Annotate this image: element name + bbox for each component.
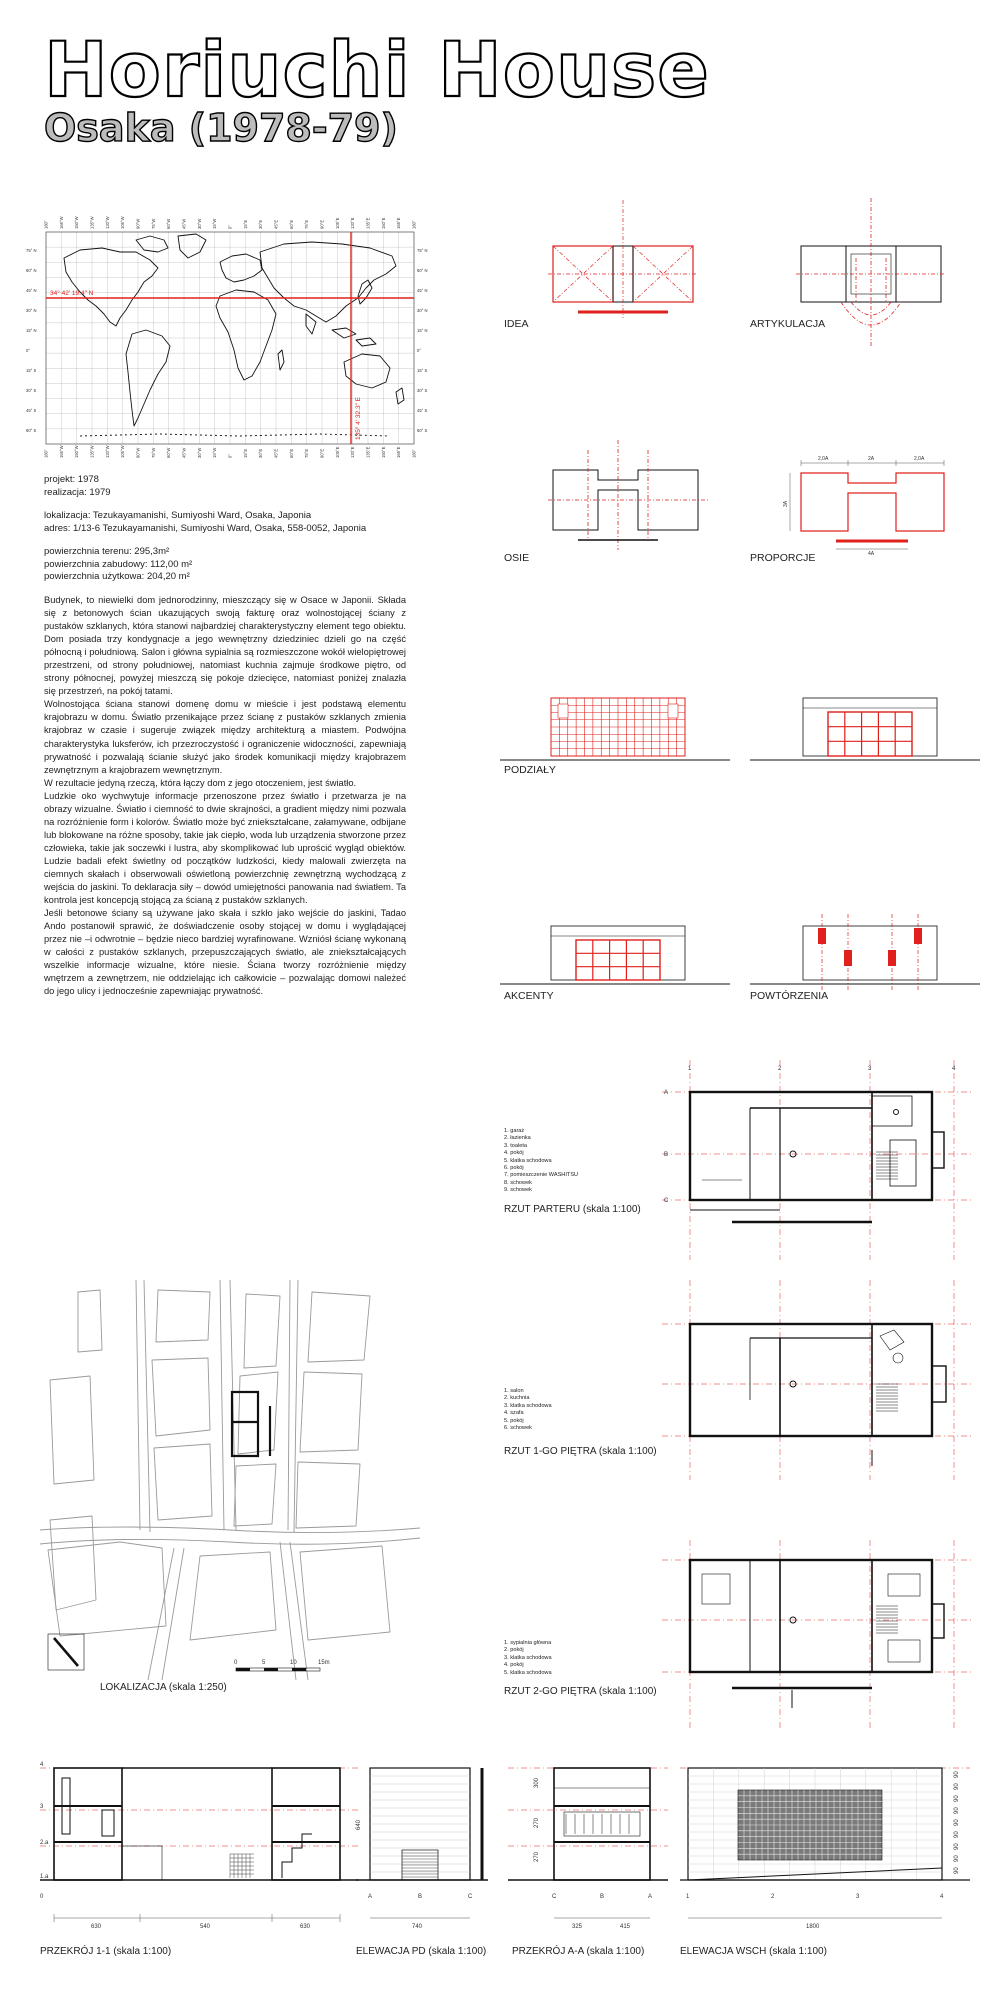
diagram-podzialy-glass bbox=[800, 696, 940, 758]
map-tick-label: 30° S bbox=[417, 388, 428, 393]
map-tick-label: 120°W bbox=[104, 445, 110, 458]
map-tick-label: 45°W bbox=[181, 218, 187, 229]
level-label: 0 bbox=[40, 1894, 44, 1900]
axis-label: 1 bbox=[688, 1066, 692, 1072]
dim-label: 270 bbox=[534, 1817, 540, 1828]
map-tick-label: 15° N bbox=[26, 328, 37, 333]
map-tick-label: 180° bbox=[43, 220, 49, 229]
legend-item: 4. pokój bbox=[504, 1150, 524, 1157]
dim-label: 90 bbox=[954, 1771, 960, 1778]
map-tick-label: 30° N bbox=[417, 308, 428, 313]
legend-item: 4. szafa bbox=[504, 1410, 524, 1417]
legend-first bbox=[504, 1388, 552, 1432]
page-subtitle: Osaka (1978-79) bbox=[44, 106, 398, 150]
axis-label: C bbox=[552, 1894, 557, 1900]
area-info bbox=[44, 546, 192, 584]
lokalizacja-text: lokalizacja: Tezukayamanishi, Sumiyoshi Ward, Osaka, Japonia bbox=[44, 510, 312, 521]
dim-label: 630 bbox=[300, 1924, 311, 1930]
axis-label: C bbox=[468, 1894, 473, 1900]
map-tick-label: 30° S bbox=[26, 388, 37, 393]
legend-item: 1. garaż bbox=[504, 1128, 525, 1134]
map-tick-label: 0° bbox=[227, 453, 233, 458]
scale-tick-label: 15m bbox=[318, 1660, 330, 1666]
realizacja-year: realizacja: 1979 bbox=[44, 486, 111, 498]
dim-label: 90 bbox=[954, 1819, 960, 1826]
legend-item: 6. pokój bbox=[504, 1165, 524, 1172]
map-tick-label: 135°E bbox=[365, 446, 371, 458]
level-label: 3 bbox=[40, 1804, 44, 1810]
map-tick-label: 120°W bbox=[104, 216, 110, 229]
dim-label: 415 bbox=[620, 1924, 631, 1930]
caption-section-a-a: PRZEKRÓJ A-A (skala 1:100) bbox=[512, 1946, 645, 1957]
map-tick-label: 105°E bbox=[334, 446, 340, 458]
diagram-akcenty bbox=[548, 924, 688, 982]
map-tick-label: 165°E bbox=[396, 446, 402, 458]
axis-label: C bbox=[664, 1198, 669, 1204]
site-plan bbox=[40, 1280, 420, 1680]
caption-plan-second: RZUT 2-GO PIĘTRA (skala 1:100) bbox=[504, 1686, 657, 1697]
legend-second bbox=[504, 1640, 552, 1677]
caption-plan-ground: RZUT PARTERU (skala 1:100) bbox=[504, 1204, 641, 1215]
legend-item: 5. klatka schodowa bbox=[504, 1669, 552, 1676]
map-tick-label: 150°W bbox=[74, 445, 80, 458]
map-tick-label: 0° bbox=[227, 224, 233, 229]
map-tick-label: 135°W bbox=[89, 445, 95, 458]
map-tick-label: 30°E bbox=[258, 219, 264, 229]
scale-bar-segment bbox=[264, 1668, 278, 1671]
map-tick-label: 135°E bbox=[365, 217, 371, 229]
dim-label: 540 bbox=[200, 1924, 211, 1930]
map-tick-label: 90°W bbox=[135, 447, 141, 458]
map-tick-label: 15° N bbox=[417, 328, 428, 333]
map-tick-label: 45° N bbox=[417, 288, 428, 293]
description-paragraph: Ludzkie oko wychwytuje informacje przenoszone przez światło i przetwarza je na obrazy wizualne. Światło i ciemność to dwie skrajności, a gradient między nimi pozwala na rozróżnienie form i kolorów. Światło może być zniekształcane, załamywane, odbijane lub blokowane na różne sposoby, takie jak ciepło, woda lub urządzenia stworzone przez człowieka, takie jak soczewki i lustra, aby skomplikować lub uprościć wygląd obiektów. Ludzie badali efekt świetlny od początków ludzkości, kiedy malowali zwierzęta na ciemnych skałach i obserwowali oświetloną powierzchnię zewnętrzną wychodzącą z wejścia do jaskini. To deklaracja siły – dowód umiejętności panowania nad światłem. Ta kontrola jest koncepcją stojącą za ścianą z pustaków szklanych. bbox=[44, 790, 406, 906]
axis-label: A bbox=[648, 1894, 653, 1900]
area-teren: powierzchnia terenu: 295,3m² bbox=[44, 546, 170, 557]
map-right-ticks bbox=[417, 248, 428, 433]
plan-ground bbox=[662, 1060, 972, 1260]
page-title: Horiuchi House bbox=[44, 25, 710, 114]
area-uzytkowa: powierzchnia użytkowa: 204,20 m² bbox=[44, 571, 190, 582]
caption-site: LOKALIZACJA (skala 1:250) bbox=[100, 1682, 227, 1693]
legend-item: 6. schowek bbox=[504, 1425, 532, 1432]
map-tick-label: 120°E bbox=[350, 217, 356, 229]
diagram-osie bbox=[548, 440, 708, 550]
dim-label: 90 bbox=[954, 1795, 960, 1802]
map-tick-label: 45°E bbox=[273, 219, 279, 229]
map-tick-label: 45°E bbox=[273, 448, 279, 458]
diagram-akcenty-ground bbox=[500, 982, 730, 986]
map-tick-label: 165°E bbox=[396, 217, 402, 229]
diagram-powtorzenia bbox=[800, 924, 940, 982]
map-tick-label: 105°W bbox=[120, 445, 126, 458]
map-tick-label: 60°W bbox=[166, 218, 172, 229]
map-tick-label: 150°E bbox=[380, 446, 386, 458]
dim-label: 90 bbox=[954, 1843, 960, 1850]
axis-label: 4 bbox=[952, 1066, 956, 1072]
map-tick-label: 75°W bbox=[150, 218, 156, 229]
dim-label: 90 bbox=[954, 1807, 960, 1814]
legend-item: 1. salon bbox=[504, 1388, 524, 1394]
description-paragraph: Budynek, to niewielki dom jednorodzinny, mieszczący się w Osace w Japonii. Składa się z betonowych ścian ukazujących swoją fakturę oraz wolnostojącej ściany z pustaków szklanych, która stanowi najbardziej charakterystyczny element tego obiektu. Dom posiada trzy kondygnacje a jego wewnętrzny dziedziniec dzieli go na część północną i południową. Salon i główna sypialnia są rozmieszczone wokół wielopiętrowej przestrzeni, od strony południowej, natomiast kuchnia zajmuje środkowe piętro, od strony północnej, powyżej mieszczą się pokoje dziecięce, natomiast poniżej znalazła się przestrzeń, na pokój tatami. bbox=[44, 595, 406, 697]
map-tick-label: 165°W bbox=[58, 445, 64, 458]
location-info bbox=[44, 510, 366, 535]
diagram-podzialy-glass-ground bbox=[750, 758, 980, 762]
dim-label: 1800 bbox=[806, 1924, 820, 1930]
map-tick-label: 45° N bbox=[26, 288, 37, 293]
map-top-ticks bbox=[44, 216, 417, 229]
map-tick-label: 30°E bbox=[258, 448, 264, 458]
map-tick-label: 60° N bbox=[417, 268, 428, 273]
map-tick-label: 15°W bbox=[212, 218, 218, 229]
map-tick-label: 0° bbox=[26, 348, 31, 353]
map-tick-label: 15°W bbox=[212, 447, 218, 458]
diagram-label-akcenty: AKCENTY bbox=[504, 990, 554, 1002]
plan-axes bbox=[662, 1060, 972, 1260]
plan-second bbox=[662, 1540, 972, 1730]
diagram-powtorzenia-ground bbox=[750, 982, 980, 986]
legend-ground bbox=[504, 1128, 578, 1195]
latitude-label: 34° 42' 19.4" N bbox=[50, 290, 94, 297]
legend-item: 5. pokój bbox=[504, 1417, 524, 1424]
description-paragraph: Jeśli betonowe ściany są używane jako skała i szkło jako wejście do jaskini, Tadao Ando postanowił sprawić, że doświadczenie osoby stojącej w domu i wyglądającej przez nie –i odwrotnie – będzie nieco bardziej wyrafinowane. Wzniósł ścianę wykonaną w całości z pustaków szklanych, przepuszczających światło, ale zniekształcających wszelkie informacje wizualne, które niesie. Ściana tworzy rozróżnienie między wnętrzem a zewnętrzem, nie oddzielając ich całkowicie – pozwalając domowi należeć do jego ulicy i jednocześnie zapewniając prywatność. bbox=[44, 908, 406, 997]
elevation-wsch bbox=[680, 1750, 970, 1940]
legend-item: 2. pokój bbox=[504, 1647, 524, 1654]
map-tick-label: 150°E bbox=[380, 217, 386, 229]
map-tick-label: 75°E bbox=[304, 219, 310, 229]
map-tick-label: 0° bbox=[417, 348, 422, 353]
map-tick-label: 45° S bbox=[417, 408, 428, 413]
map-tick-label: 120°E bbox=[350, 446, 356, 458]
project-info bbox=[44, 474, 111, 499]
map-tick-label: 75°E bbox=[304, 448, 310, 458]
axis-label: 3 bbox=[856, 1894, 860, 1900]
map-tick-label: 60° N bbox=[26, 268, 37, 273]
axis-label: B bbox=[664, 1152, 669, 1158]
dim-label: 270 bbox=[534, 1851, 540, 1862]
map-tick-label: 75° N bbox=[417, 248, 428, 253]
axis-label: 1 bbox=[686, 1894, 690, 1900]
dim-label: 4A bbox=[868, 551, 875, 557]
description-text bbox=[44, 594, 406, 998]
axis-label: 2 bbox=[771, 1894, 775, 1900]
map-tick-label: 150°W bbox=[74, 216, 80, 229]
axis-label: 3 bbox=[868, 1066, 872, 1072]
dim-label: 3A bbox=[783, 500, 789, 507]
scale-tick-label: 0 bbox=[234, 1660, 238, 1666]
diagram-label-podzialy: PODZIAŁY bbox=[504, 764, 556, 776]
caption-section-1-1: PRZEKRÓJ 1-1 (skala 1:100) bbox=[40, 1946, 172, 1957]
diagram-podzialy-ground bbox=[500, 758, 730, 762]
axis-label: 4 bbox=[940, 1894, 944, 1900]
longitude-label: 135° 4' 32.3" E bbox=[355, 396, 362, 440]
caption-elevation-wsch: ELEWACJA WSCH (skala 1:100) bbox=[680, 1946, 827, 1957]
scale-tick-label: 10 bbox=[290, 1660, 297, 1666]
axis-label: B bbox=[600, 1894, 605, 1900]
scale-bar-segment bbox=[292, 1668, 306, 1671]
legend-item: 3. klatka schodowa bbox=[504, 1402, 552, 1409]
caption-plan-first: RZUT 1-GO PIĘTRA (skala 1:100) bbox=[504, 1446, 657, 1457]
map-bottom-ticks bbox=[44, 445, 417, 458]
map-tick-label: 45°W bbox=[181, 447, 187, 458]
map-tick-label: 60°W bbox=[166, 447, 172, 458]
map-tick-label: 30° N bbox=[26, 308, 37, 313]
legend-item: 5. klatka schodowa bbox=[504, 1157, 552, 1164]
legend-item: 3. klatka schodowa bbox=[504, 1654, 552, 1661]
dim-label: 2,0A bbox=[914, 456, 925, 462]
map-tick-label: 15° S bbox=[417, 368, 428, 373]
scale-tick-label: 5 bbox=[262, 1660, 266, 1666]
map-tick-label: 180° bbox=[411, 449, 417, 458]
description-paragraph: W rezultacie jedyną rzeczą, która łączy dom z jego otoczeniem, jest światło. bbox=[44, 777, 357, 788]
horiuchi-house-footprint bbox=[232, 1392, 270, 1456]
map-tick-label: 105°W bbox=[120, 216, 126, 229]
map-tick-label: 180° bbox=[43, 449, 49, 458]
legend-item: 3. toaleta bbox=[504, 1142, 528, 1149]
map-tick-label: 60° S bbox=[26, 428, 37, 433]
elevation-pd bbox=[356, 1750, 488, 1940]
dim-label: 300 bbox=[534, 1777, 540, 1788]
legend-item: 2. kuchnia bbox=[504, 1395, 530, 1402]
plan-first bbox=[662, 1280, 972, 1480]
map-tick-label: 60°E bbox=[288, 448, 294, 458]
map-tick-label: 105°E bbox=[334, 217, 340, 229]
map-tick-label: 180° bbox=[411, 220, 417, 229]
dim-label: 740 bbox=[412, 1924, 423, 1930]
legend-item: 8. schowek bbox=[504, 1179, 532, 1186]
diagram-label-powtorzenia: POWTÓRZENIA bbox=[750, 990, 829, 1002]
map-tick-label: 15°E bbox=[242, 219, 248, 229]
world-map bbox=[26, 216, 428, 470]
axis-label: B bbox=[418, 1894, 423, 1900]
level-label: 2.a bbox=[40, 1840, 49, 1846]
legend-item: 4. pokój bbox=[504, 1662, 524, 1669]
map-tick-label: 60° S bbox=[417, 428, 428, 433]
axis-label: A bbox=[664, 1090, 669, 1096]
legend-item: 1. sypialnia główna bbox=[504, 1640, 552, 1646]
map-tick-label: 90°E bbox=[319, 219, 325, 229]
diagram-label-artykulacja: ARTYKULACJA bbox=[750, 318, 826, 330]
legend-item: 7. pomieszczenie WASHITSU bbox=[504, 1172, 579, 1179]
map-tick-label: 45° S bbox=[26, 408, 37, 413]
site-scale-bar bbox=[234, 1660, 330, 1671]
dim-label: 2,0A bbox=[818, 456, 829, 462]
dim-label: 90 bbox=[954, 1831, 960, 1838]
scale-bar-segment bbox=[236, 1668, 250, 1671]
axis-label: 2 bbox=[778, 1066, 782, 1072]
legend-item: 9. schowek bbox=[504, 1187, 532, 1194]
axis-label: A bbox=[368, 1894, 373, 1900]
map-tick-label: 90°W bbox=[135, 218, 141, 229]
map-tick-label: 90°E bbox=[319, 448, 325, 458]
dim-label: 325 bbox=[572, 1924, 583, 1930]
dim-label: 90 bbox=[954, 1855, 960, 1862]
dim-label: 630 bbox=[91, 1924, 102, 1930]
caption-elevation-pd: ELEWACJA PD (skala 1:100) bbox=[356, 1946, 487, 1957]
description-paragraph: Wolnostojąca ściana stanowi domenę domu w mieście i jest podstawą elementu krajobrazu w domu. Światło przenikające przez ścianę z pustaków szklanych zmienia krajobraz w czasie i sugeruje związek między architekturą a miastem. Podwójna charakterystyka luksferów, ich przezroczystość i ograniczenie widoczności, zapewniają prywatność i pozwalają ścianie służyć jako środek komunikacji między krajobrazem zewnętrznym a krajobrazem wewnętrznym. bbox=[44, 699, 406, 775]
map-tick-label: 75° N bbox=[26, 248, 37, 253]
map-tick-label: 60°E bbox=[288, 219, 294, 229]
map-left-ticks bbox=[26, 248, 37, 433]
map-tick-label: 135°W bbox=[89, 216, 95, 229]
legend-item: 2. łazienka bbox=[504, 1135, 531, 1142]
projekt-year: projekt: 1978 bbox=[44, 474, 99, 485]
diagram-label-osie: OSIE bbox=[504, 552, 530, 564]
map-tick-label: 165°W bbox=[58, 216, 64, 229]
continents bbox=[64, 234, 404, 436]
diagram-idea bbox=[548, 198, 698, 318]
level-label: 1.a bbox=[40, 1874, 49, 1880]
section-a-a bbox=[508, 1750, 668, 1940]
section-1-1 bbox=[40, 1750, 358, 1940]
dim-label: 90 bbox=[954, 1867, 960, 1874]
map-tick-label: 75°W bbox=[150, 447, 156, 458]
map-tick-label: 15°E bbox=[242, 448, 248, 458]
dim-label: 2A bbox=[868, 456, 875, 462]
area-zabudowy: powierzchnia zabudowy: 112,00 m² bbox=[44, 558, 193, 570]
map-tick-label: 15° S bbox=[26, 368, 37, 373]
map-tick-label: 30°W bbox=[196, 218, 202, 229]
adres-text: adres: 1/13-6 Tezukayamanishi, Sumiyoshi Ward, Osaka, 558-0052, Japonia bbox=[44, 522, 367, 534]
dim-label: 640 bbox=[356, 1819, 362, 1830]
diagram-label-idea: IDEA bbox=[504, 318, 529, 330]
dim-label: 90 bbox=[954, 1783, 960, 1790]
diagram-label-proporcje: PROPORCJE bbox=[750, 552, 816, 564]
level-label: 4 bbox=[40, 1762, 44, 1768]
diagram-podzialy bbox=[548, 696, 688, 758]
map-tick-label: 30°W bbox=[196, 447, 202, 458]
